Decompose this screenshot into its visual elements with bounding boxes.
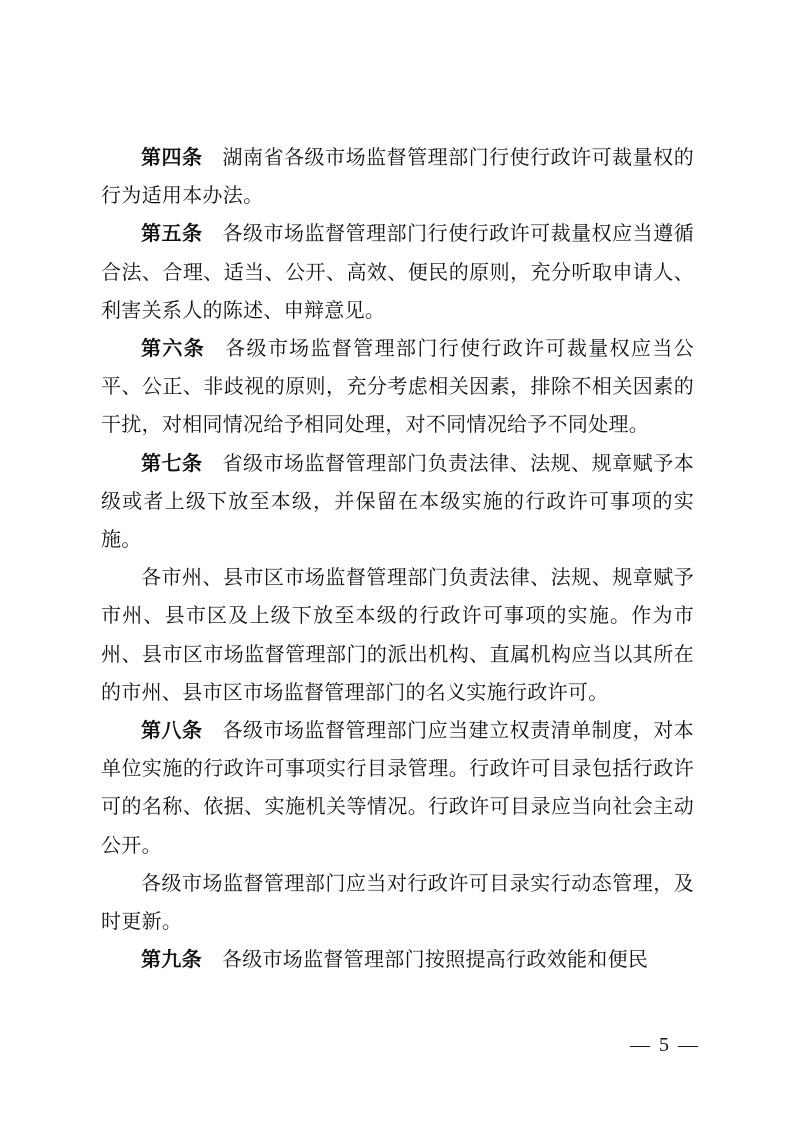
article-heading: 第九条 <box>141 947 202 972</box>
article-9-paragraph <box>101 940 694 978</box>
article-4-paragraph <box>101 138 694 214</box>
article-heading: 第四条 <box>141 145 203 169</box>
article-text: 各级市场监督管理部门按照提高行政效能和便民 <box>221 947 649 972</box>
article-5-paragraph <box>101 214 694 329</box>
article-text: 各级市场监督管理部门应当建立权责清单制度，对本单位实施的行政许可事项实行目录管理。行政许可目录包括行政许可的名称、依据、实施机关等情况。行政许可目录应当向社会主动公开。 <box>101 718 694 857</box>
article-text: 各级市场监督管理部门应当对行政许可目录实行动态管理，及时更新。 <box>101 870 694 934</box>
article-text: 各级市场监督管理部门行使行政许可裁量权应当公平、公正、非歧视的原则，充分考虑相关因素，排除不相关因素的干扰，对相同情况给予相同处理，对不同情况给予不同处理。 <box>101 336 694 437</box>
article-text: 各市州、县市区市场监督管理部门负责法律、法规、规章赋予市州、县市区及上级下放至本级的行政许可事项的实施。作为市州、县市区市场监督管理部门的派出机构、直属机构应当以其所在的市州、县市区市场监督管理部门的名义实施行政许可。 <box>101 565 694 704</box>
article-text: 湖南省各级市场监督管理部门行使行政许可裁量权的行为适用本办法。 <box>101 145 694 208</box>
article-7-paragraph <box>101 444 694 559</box>
article-heading: 第六条 <box>141 336 206 361</box>
article-heading: 第七条 <box>141 450 203 475</box>
article-8-continuation-paragraph <box>101 864 694 940</box>
article-6-paragraph <box>101 329 694 444</box>
page-number: — 5 — <box>630 1034 700 1056</box>
article-text: 省级市场监督管理部门负责法律、法规、规章赋予本级或者上级下放至本级，并保留在本级实施的行政许可事项的实施。 <box>101 450 694 552</box>
article-heading: 第五条 <box>141 221 203 246</box>
article-heading: 第八条 <box>141 718 203 743</box>
article-text: 各级市场监督管理部门行使行政许可裁量权应当遵循合法、合理、适当、公开、高效、便民的原则，充分听取申请人、利害关系人的陈述、申辩意见。 <box>101 221 694 322</box>
document-body <box>101 138 694 978</box>
article-8-paragraph <box>101 711 694 864</box>
article-7-continuation-paragraph <box>101 558 694 711</box>
